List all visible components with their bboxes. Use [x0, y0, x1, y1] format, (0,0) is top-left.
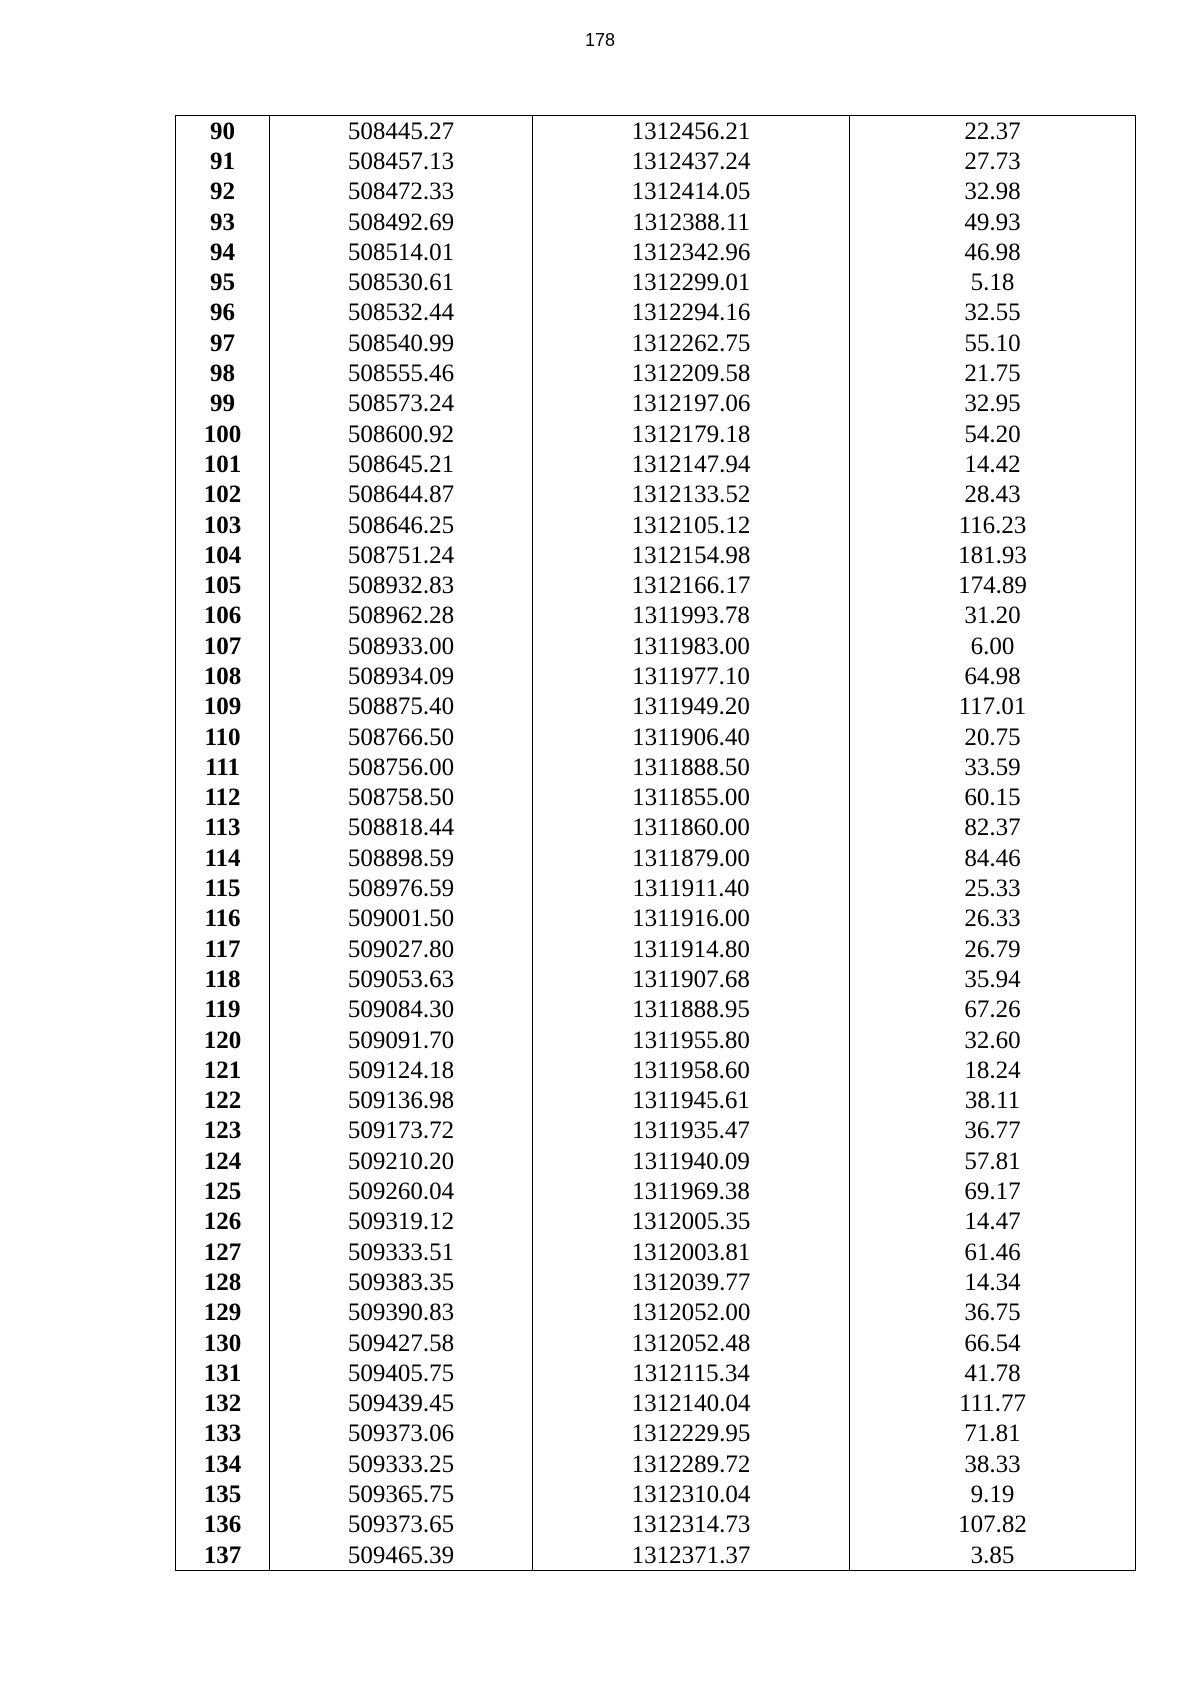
y-coordinate-cell: 1312209.58 — [533, 358, 850, 388]
table-row — [176, 389, 1136, 419]
distance-cell: 32.60 — [850, 1025, 1136, 1055]
x-coordinate-cell: 509405.75 — [270, 1358, 533, 1388]
page-number: 178 — [584, 30, 616, 50]
x-coordinate-cell: 508766.50 — [270, 722, 533, 752]
x-coordinate-cell: 508555.46 — [270, 358, 533, 388]
point-number-cell: 132 — [176, 1388, 270, 1418]
y-coordinate-cell: 1311860.00 — [533, 813, 850, 843]
x-coordinate-cell: 509084.30 — [270, 995, 533, 1025]
y-coordinate-cell: 1312105.12 — [533, 510, 850, 540]
point-number-cell: 135 — [176, 1479, 270, 1509]
table-row — [176, 510, 1136, 540]
table-row — [176, 267, 1136, 297]
point-number-cell: 106 — [176, 601, 270, 631]
table-row — [176, 1025, 1136, 1055]
point-number-cell: 96 — [176, 298, 270, 328]
x-coordinate-cell: 508645.21 — [270, 449, 533, 479]
table-row — [176, 692, 1136, 722]
y-coordinate-cell: 1312197.06 — [533, 389, 850, 419]
point-number-cell: 121 — [176, 1055, 270, 1085]
distance-cell: 67.26 — [850, 995, 1136, 1025]
x-coordinate-cell: 509373.65 — [270, 1510, 533, 1540]
point-number-cell: 105 — [176, 570, 270, 600]
table-row — [176, 207, 1136, 237]
point-number-cell: 137 — [176, 1540, 270, 1571]
distance-cell: 32.95 — [850, 389, 1136, 419]
distance-cell: 32.55 — [850, 298, 1136, 328]
y-coordinate-cell: 1312310.04 — [533, 1479, 850, 1509]
distance-cell: 54.20 — [850, 419, 1136, 449]
point-number-cell: 98 — [176, 358, 270, 388]
y-coordinate-cell: 1311907.68 — [533, 964, 850, 994]
point-number-cell: 92 — [176, 177, 270, 207]
table-body — [176, 116, 1136, 1571]
x-coordinate-cell: 508898.59 — [270, 843, 533, 873]
x-coordinate-cell: 509365.75 — [270, 1479, 533, 1509]
x-coordinate-cell: 509260.04 — [270, 1176, 533, 1206]
y-coordinate-cell: 1311855.00 — [533, 783, 850, 813]
distance-cell: 36.75 — [850, 1298, 1136, 1328]
y-coordinate-cell: 1312299.01 — [533, 267, 850, 297]
table-row — [176, 1116, 1136, 1146]
y-coordinate-cell: 1311911.40 — [533, 873, 850, 903]
x-coordinate-cell: 508962.28 — [270, 601, 533, 631]
y-coordinate-cell: 1312229.95 — [533, 1419, 850, 1449]
point-number-cell: 90 — [176, 116, 270, 147]
point-number-cell: 100 — [176, 419, 270, 449]
x-coordinate-cell: 508934.09 — [270, 661, 533, 691]
table-row — [176, 1328, 1136, 1358]
point-number-cell: 115 — [176, 873, 270, 903]
y-coordinate-cell: 1311888.95 — [533, 995, 850, 1025]
distance-cell: 41.78 — [850, 1358, 1136, 1388]
point-number-cell: 97 — [176, 328, 270, 358]
point-number-cell: 104 — [176, 540, 270, 570]
distance-cell: 21.75 — [850, 358, 1136, 388]
y-coordinate-cell: 1312154.98 — [533, 540, 850, 570]
table-row — [176, 1479, 1136, 1509]
y-coordinate-cell: 1312456.21 — [533, 116, 850, 147]
x-coordinate-cell: 508530.61 — [270, 267, 533, 297]
point-number-cell: 120 — [176, 1025, 270, 1055]
x-coordinate-cell: 508644.87 — [270, 480, 533, 510]
distance-cell: 31.20 — [850, 601, 1136, 631]
x-coordinate-cell: 509333.51 — [270, 1237, 533, 1267]
table-row — [176, 783, 1136, 813]
table-row — [176, 237, 1136, 267]
y-coordinate-cell: 1311969.38 — [533, 1176, 850, 1206]
y-coordinate-cell: 1312147.94 — [533, 449, 850, 479]
point-number-cell: 125 — [176, 1176, 270, 1206]
point-number-cell: 117 — [176, 934, 270, 964]
distance-cell: 116.23 — [850, 510, 1136, 540]
point-number-cell: 119 — [176, 995, 270, 1025]
table-row — [176, 1449, 1136, 1479]
y-coordinate-cell: 1312052.00 — [533, 1298, 850, 1328]
table-row — [176, 601, 1136, 631]
point-number-cell: 128 — [176, 1267, 270, 1297]
point-number-cell: 111 — [176, 752, 270, 782]
distance-cell: 33.59 — [850, 752, 1136, 782]
y-coordinate-cell: 1311879.00 — [533, 843, 850, 873]
x-coordinate-cell: 509053.63 — [270, 964, 533, 994]
table-row — [176, 873, 1136, 903]
distance-cell: 61.46 — [850, 1237, 1136, 1267]
x-coordinate-cell: 509333.25 — [270, 1449, 533, 1479]
point-number-cell: 130 — [176, 1328, 270, 1358]
point-number-cell: 124 — [176, 1146, 270, 1176]
distance-cell: 107.82 — [850, 1510, 1136, 1540]
point-number-cell: 99 — [176, 389, 270, 419]
y-coordinate-cell: 1312166.17 — [533, 570, 850, 600]
point-number-cell: 126 — [176, 1207, 270, 1237]
point-number-cell: 107 — [176, 631, 270, 661]
point-number-cell: 112 — [176, 783, 270, 813]
y-coordinate-cell: 1312388.11 — [533, 207, 850, 237]
distance-cell: 18.24 — [850, 1055, 1136, 1085]
point-number-cell: 93 — [176, 207, 270, 237]
distance-cell: 66.54 — [850, 1328, 1136, 1358]
distance-cell: 27.73 — [850, 146, 1136, 176]
x-coordinate-cell: 509001.50 — [270, 904, 533, 934]
distance-cell: 111.77 — [850, 1388, 1136, 1418]
x-coordinate-cell: 508540.99 — [270, 328, 533, 358]
x-coordinate-cell: 508600.92 — [270, 419, 533, 449]
point-number-cell: 113 — [176, 813, 270, 843]
x-coordinate-cell: 508445.27 — [270, 116, 533, 147]
distance-cell: 3.85 — [850, 1540, 1136, 1571]
x-coordinate-cell: 508976.59 — [270, 873, 533, 903]
point-number-cell: 103 — [176, 510, 270, 540]
table-row — [176, 177, 1136, 207]
distance-cell: 25.33 — [850, 873, 1136, 903]
table-row — [176, 964, 1136, 994]
y-coordinate-cell: 1312115.34 — [533, 1358, 850, 1388]
table-row — [176, 661, 1136, 691]
y-coordinate-cell: 1312140.04 — [533, 1388, 850, 1418]
x-coordinate-cell: 508932.83 — [270, 570, 533, 600]
table-row — [176, 1419, 1136, 1449]
table-row — [176, 1540, 1136, 1571]
table-row — [176, 1146, 1136, 1176]
point-number-cell: 136 — [176, 1510, 270, 1540]
y-coordinate-cell: 1311949.20 — [533, 692, 850, 722]
x-coordinate-cell: 509427.58 — [270, 1328, 533, 1358]
y-coordinate-cell: 1311916.00 — [533, 904, 850, 934]
x-coordinate-cell: 509373.06 — [270, 1419, 533, 1449]
distance-cell: 38.11 — [850, 1086, 1136, 1116]
distance-cell: 69.17 — [850, 1176, 1136, 1206]
distance-cell: 71.81 — [850, 1419, 1136, 1449]
distance-cell: 6.00 — [850, 631, 1136, 661]
table-row — [176, 1510, 1136, 1540]
x-coordinate-cell: 508573.24 — [270, 389, 533, 419]
table-row — [176, 116, 1136, 147]
distance-cell: 49.93 — [850, 207, 1136, 237]
y-coordinate-cell: 1311958.60 — [533, 1055, 850, 1085]
point-number-cell: 95 — [176, 267, 270, 297]
table-row — [176, 1055, 1136, 1085]
point-number-cell: 102 — [176, 480, 270, 510]
y-coordinate-cell: 1312003.81 — [533, 1237, 850, 1267]
y-coordinate-cell: 1311906.40 — [533, 722, 850, 752]
coordinate-table — [175, 115, 1136, 1571]
point-number-cell: 91 — [176, 146, 270, 176]
distance-cell: 36.77 — [850, 1116, 1136, 1146]
distance-cell: 84.46 — [850, 843, 1136, 873]
y-coordinate-cell: 1312294.16 — [533, 298, 850, 328]
distance-cell: 32.98 — [850, 177, 1136, 207]
distance-cell: 26.79 — [850, 934, 1136, 964]
point-number-cell: 116 — [176, 904, 270, 934]
x-coordinate-cell: 508756.00 — [270, 752, 533, 782]
point-number-cell: 133 — [176, 1419, 270, 1449]
x-coordinate-cell: 509173.72 — [270, 1116, 533, 1146]
x-coordinate-cell: 508472.33 — [270, 177, 533, 207]
y-coordinate-cell: 1312371.37 — [533, 1540, 850, 1571]
x-coordinate-cell: 509465.39 — [270, 1540, 533, 1571]
point-number-cell: 131 — [176, 1358, 270, 1388]
point-number-cell: 110 — [176, 722, 270, 752]
distance-cell: 46.98 — [850, 237, 1136, 267]
distance-cell: 174.89 — [850, 570, 1136, 600]
point-number-cell: 134 — [176, 1449, 270, 1479]
point-number-cell: 123 — [176, 1116, 270, 1146]
point-number-cell: 127 — [176, 1237, 270, 1267]
y-coordinate-cell: 1312052.48 — [533, 1328, 850, 1358]
x-coordinate-cell: 509136.98 — [270, 1086, 533, 1116]
table-row — [176, 813, 1136, 843]
distance-cell: 55.10 — [850, 328, 1136, 358]
x-coordinate-cell: 508933.00 — [270, 631, 533, 661]
table-row — [176, 1388, 1136, 1418]
y-coordinate-cell: 1311945.61 — [533, 1086, 850, 1116]
y-coordinate-cell: 1312437.24 — [533, 146, 850, 176]
table-row — [176, 1237, 1136, 1267]
y-coordinate-cell: 1311983.00 — [533, 631, 850, 661]
distance-cell: 9.19 — [850, 1479, 1136, 1509]
x-coordinate-cell: 509027.80 — [270, 934, 533, 964]
y-coordinate-cell: 1312262.75 — [533, 328, 850, 358]
point-number-cell: 129 — [176, 1298, 270, 1328]
point-number-cell: 94 — [176, 237, 270, 267]
y-coordinate-cell: 1311993.78 — [533, 601, 850, 631]
y-coordinate-cell: 1311888.50 — [533, 752, 850, 782]
distance-cell: 57.81 — [850, 1146, 1136, 1176]
point-number-cell: 114 — [176, 843, 270, 873]
distance-cell: 20.75 — [850, 722, 1136, 752]
distance-cell: 38.33 — [850, 1449, 1136, 1479]
y-coordinate-cell: 1312179.18 — [533, 419, 850, 449]
x-coordinate-cell: 509124.18 — [270, 1055, 533, 1085]
point-number-cell: 118 — [176, 964, 270, 994]
y-coordinate-cell: 1312039.77 — [533, 1267, 850, 1297]
y-coordinate-cell: 1311940.09 — [533, 1146, 850, 1176]
x-coordinate-cell: 508492.69 — [270, 207, 533, 237]
x-coordinate-cell: 509319.12 — [270, 1207, 533, 1237]
x-coordinate-cell: 509390.83 — [270, 1298, 533, 1328]
y-coordinate-cell: 1312342.96 — [533, 237, 850, 267]
point-number-cell: 122 — [176, 1086, 270, 1116]
table-row — [176, 1176, 1136, 1206]
y-coordinate-cell: 1311914.80 — [533, 934, 850, 964]
x-coordinate-cell: 508514.01 — [270, 237, 533, 267]
table-row — [176, 1207, 1136, 1237]
x-coordinate-cell: 508532.44 — [270, 298, 533, 328]
x-coordinate-cell: 508818.44 — [270, 813, 533, 843]
table-row — [176, 480, 1136, 510]
x-coordinate-cell: 509091.70 — [270, 1025, 533, 1055]
table-row — [176, 752, 1136, 782]
y-coordinate-cell: 1312133.52 — [533, 480, 850, 510]
table-row — [176, 449, 1136, 479]
table-row — [176, 1086, 1136, 1116]
table-row — [176, 419, 1136, 449]
table-row — [176, 843, 1136, 873]
y-coordinate-cell: 1312414.05 — [533, 177, 850, 207]
y-coordinate-cell: 1312314.73 — [533, 1510, 850, 1540]
table-row — [176, 146, 1136, 176]
distance-cell: 22.37 — [850, 116, 1136, 147]
distance-cell: 64.98 — [850, 661, 1136, 691]
distance-cell: 14.42 — [850, 449, 1136, 479]
distance-cell: 28.43 — [850, 480, 1136, 510]
distance-cell: 35.94 — [850, 964, 1136, 994]
y-coordinate-cell: 1311935.47 — [533, 1116, 850, 1146]
point-number-cell: 109 — [176, 692, 270, 722]
table-row — [176, 328, 1136, 358]
table-row — [176, 298, 1136, 328]
table-row — [176, 631, 1136, 661]
distance-cell: 14.47 — [850, 1207, 1136, 1237]
x-coordinate-cell: 508758.50 — [270, 783, 533, 813]
distance-cell: 181.93 — [850, 540, 1136, 570]
y-coordinate-cell: 1312289.72 — [533, 1449, 850, 1479]
x-coordinate-cell: 509210.20 — [270, 1146, 533, 1176]
table-row — [176, 1358, 1136, 1388]
table-row — [176, 540, 1136, 570]
x-coordinate-cell: 508646.25 — [270, 510, 533, 540]
x-coordinate-cell: 508751.24 — [270, 540, 533, 570]
distance-cell: 82.37 — [850, 813, 1136, 843]
distance-cell: 14.34 — [850, 1267, 1136, 1297]
distance-cell: 26.33 — [850, 904, 1136, 934]
y-coordinate-cell: 1312005.35 — [533, 1207, 850, 1237]
table-row — [176, 722, 1136, 752]
y-coordinate-cell: 1311977.10 — [533, 661, 850, 691]
distance-cell: 5.18 — [850, 267, 1136, 297]
y-coordinate-cell: 1311955.80 — [533, 1025, 850, 1055]
table-row — [176, 995, 1136, 1025]
x-coordinate-cell: 508875.40 — [270, 692, 533, 722]
distance-cell: 60.15 — [850, 783, 1136, 813]
point-number-cell: 101 — [176, 449, 270, 479]
x-coordinate-cell: 508457.13 — [270, 146, 533, 176]
distance-cell: 117.01 — [850, 692, 1136, 722]
x-coordinate-cell: 509383.35 — [270, 1267, 533, 1297]
table-row — [176, 570, 1136, 600]
table-row — [176, 358, 1136, 388]
point-number-cell: 108 — [176, 661, 270, 691]
table-row — [176, 904, 1136, 934]
table-row — [176, 934, 1136, 964]
x-coordinate-cell: 509439.45 — [270, 1388, 533, 1418]
table-row — [176, 1267, 1136, 1297]
table-row — [176, 1298, 1136, 1328]
